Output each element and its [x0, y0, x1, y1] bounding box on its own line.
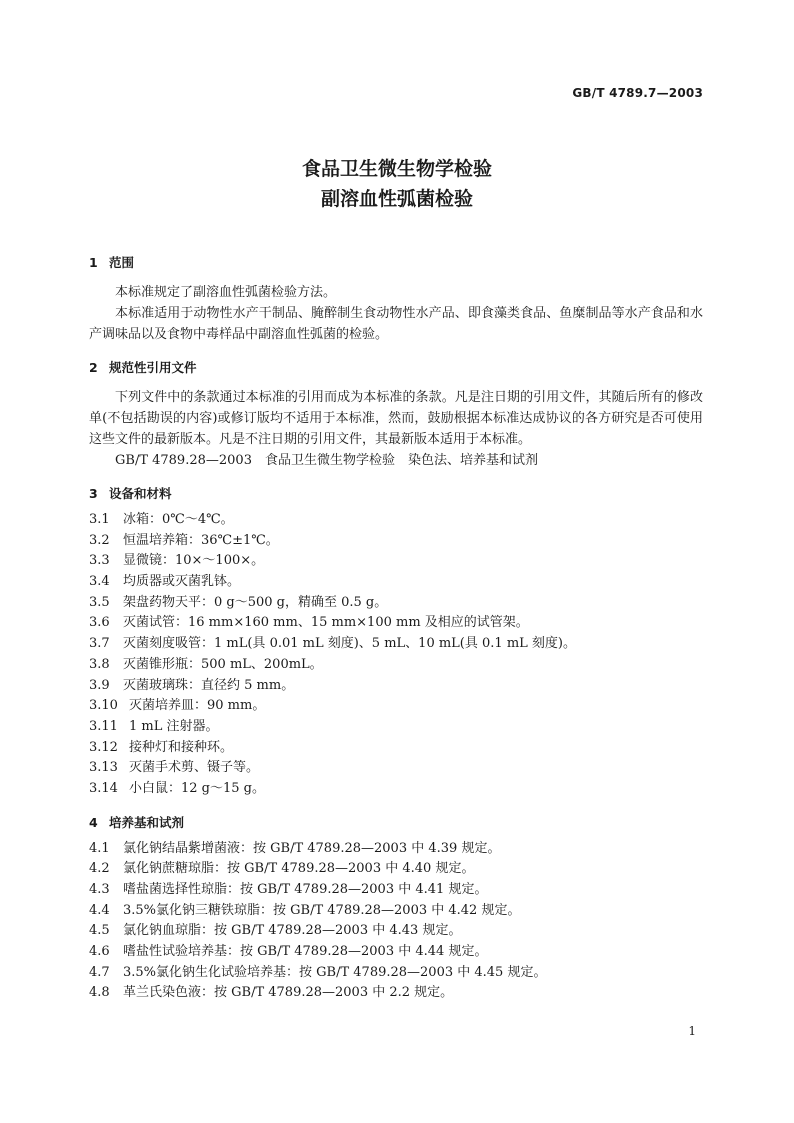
section-number: 3	[89, 486, 98, 501]
item-number: 3.7	[89, 636, 110, 652]
item-number: 3.9	[89, 677, 110, 693]
item-text: 灭菌培养皿：90 mm。	[129, 698, 266, 714]
item-text: 灭菌手术剪、镊子等。	[129, 760, 260, 776]
list-item	[89, 963, 703, 984]
list-item	[89, 839, 703, 860]
list-item	[89, 921, 703, 942]
media-list	[89, 839, 703, 1005]
section-number: 1	[89, 255, 98, 270]
item-text: 1 mL 注射器。	[129, 718, 219, 734]
document-subtitle: 副溶血性弧菌检验	[320, 188, 473, 210]
list-item	[89, 717, 703, 738]
item-number: 3.1	[89, 512, 110, 527]
list-item	[89, 880, 703, 901]
section-title: 设备和材料	[109, 486, 172, 501]
list-item	[89, 942, 703, 963]
item-number: 4.2	[89, 861, 110, 877]
item-number: 4.3	[89, 882, 110, 897]
item-number: 4.8	[89, 985, 110, 1001]
list-item	[89, 779, 703, 800]
item-number: 4.7	[89, 964, 110, 980]
item-text: 氯化钠蔗糖琼脂：按 GB/T 4789.28—2003 中 4.40 规定。	[123, 861, 475, 877]
item-number: 4.6	[89, 944, 110, 960]
section-heading-scope	[89, 252, 703, 273]
item-text: 氯化钠血琼脂：按 GB/T 4789.28—2003 中 4.43 规定。	[123, 923, 462, 939]
list-item	[89, 859, 703, 880]
equipment-list	[89, 510, 703, 800]
section-heading-normative-references	[89, 357, 703, 378]
section-heading-media-reagents	[89, 812, 703, 833]
paragraph: 本标准适用于动物性水产干制品、腌醉制生食动物性水产品、即食藻类食品、鱼糜制品等水产食品和水产调味品以及食物中毒样品中副溶血性弧菌的检验。	[89, 306, 703, 342]
item-text: 小白鼠：12 g～15 g。	[129, 780, 265, 796]
item-text: 接种灯和接种环。	[129, 739, 234, 755]
list-item	[89, 655, 703, 676]
list-item	[89, 551, 703, 572]
reference-entry: GB/T 4789.28—2003 食品卫生微生物学检验 染色法、培养基和试剂	[115, 453, 538, 468]
item-text: 3.5%氯化钠三糖铁琼脂：按 GB/T 4789.28—2003 中 4.42 规定。	[123, 902, 521, 918]
list-item	[89, 613, 703, 634]
list-item	[89, 738, 703, 759]
item-number: 3.3	[89, 553, 110, 569]
section-title: 范围	[109, 255, 135, 270]
item-number: 3.4	[89, 574, 110, 590]
item-text: 冰箱：0℃～4℃。	[123, 512, 234, 527]
item-text: 显微镜：10×～100×。	[123, 553, 265, 569]
item-text: 灭菌锥形瓶：500 mL、200mL。	[123, 656, 323, 672]
section-number: 2	[89, 360, 98, 375]
page-number: 1	[688, 1024, 696, 1038]
item-number: 4.1	[89, 840, 110, 856]
paragraph: 下列文件中的条款通过本标准的引用而成为本标准的条款。凡是注日期的引用文件，其随后所有的修改单(不包括勘误的内容)或修订版均不适用于本标准，然而，鼓励根据本标准达成协议的各方研究是否可使用这些文件的最新版本。凡是不注日期的引用文件，其最新版本适用于本标准。	[89, 390, 703, 447]
list-item	[89, 983, 703, 1004]
item-number: 3.11	[89, 718, 118, 734]
list-item	[89, 572, 703, 593]
standard-number: GB/T 4789.7—2003	[572, 86, 703, 100]
item-text: 灭菌刻度吸管：1 mL(具 0.01 mL 刻度)、5 mL、10 mL(具 0.1 mL 刻度)。	[123, 636, 576, 652]
document-title: 食品卫生微生物学检验	[301, 158, 492, 180]
item-text: 均质器或灭菌乳钵。	[123, 574, 241, 590]
item-text: 氯化钠结晶紫增菌液：按 GB/T 4789.28—2003 中 4.39 规定。	[123, 840, 501, 856]
item-number: 3.2	[89, 532, 110, 548]
list-item	[89, 531, 703, 552]
item-text: 嗜盐菌选择性琼脂：按 GB/T 4789.28—2003 中 4.41 规定。	[123, 882, 488, 897]
item-text: 恒温培养箱：36℃±1℃。	[123, 532, 279, 548]
item-number: 3.10	[89, 698, 118, 714]
item-text: 灭菌玻璃珠：直径约 5 mm。	[123, 677, 295, 693]
list-item	[89, 593, 703, 614]
list-item	[89, 901, 703, 922]
item-text: 革兰氏染色液：按 GB/T 4789.28—2003 中 2.2 规定。	[123, 985, 454, 1001]
list-item	[89, 696, 703, 717]
document-body	[89, 252, 703, 1004]
item-number: 3.12	[89, 739, 118, 755]
list-item	[89, 758, 703, 779]
list-item	[89, 510, 703, 531]
paragraph: 本标准规定了副溶血性弧菌检验方法。	[115, 285, 337, 300]
item-text: 3.5%氯化钠生化试验培养基：按 GB/T 4789.28—2003 中 4.45 规定。	[123, 964, 547, 980]
section-number: 4	[89, 814, 98, 830]
item-number: 3.13	[89, 760, 118, 776]
item-number: 4.5	[89, 923, 110, 939]
item-number: 3.5	[89, 594, 110, 610]
item-text: 灭菌试管：16 mm×160 mm、15 mm×100 mm 及相应的试管架。	[123, 615, 529, 631]
item-number: 3.14	[89, 780, 118, 796]
section-heading-equipment	[89, 483, 703, 504]
section-title: 规范性引用文件	[109, 360, 197, 375]
item-text: 嗜盐性试验培养基：按 GB/T 4789.28—2003 中 4.44 规定。	[123, 944, 488, 960]
section-title: 培养基和试剂	[109, 814, 185, 830]
item-text: 架盘药物天平：0 g～500 g，精确至 0.5 g。	[123, 594, 388, 610]
list-item	[89, 676, 703, 697]
list-item	[89, 634, 703, 655]
item-number: 4.4	[89, 902, 110, 918]
item-number: 3.6	[89, 615, 110, 631]
item-number: 3.8	[89, 656, 110, 672]
